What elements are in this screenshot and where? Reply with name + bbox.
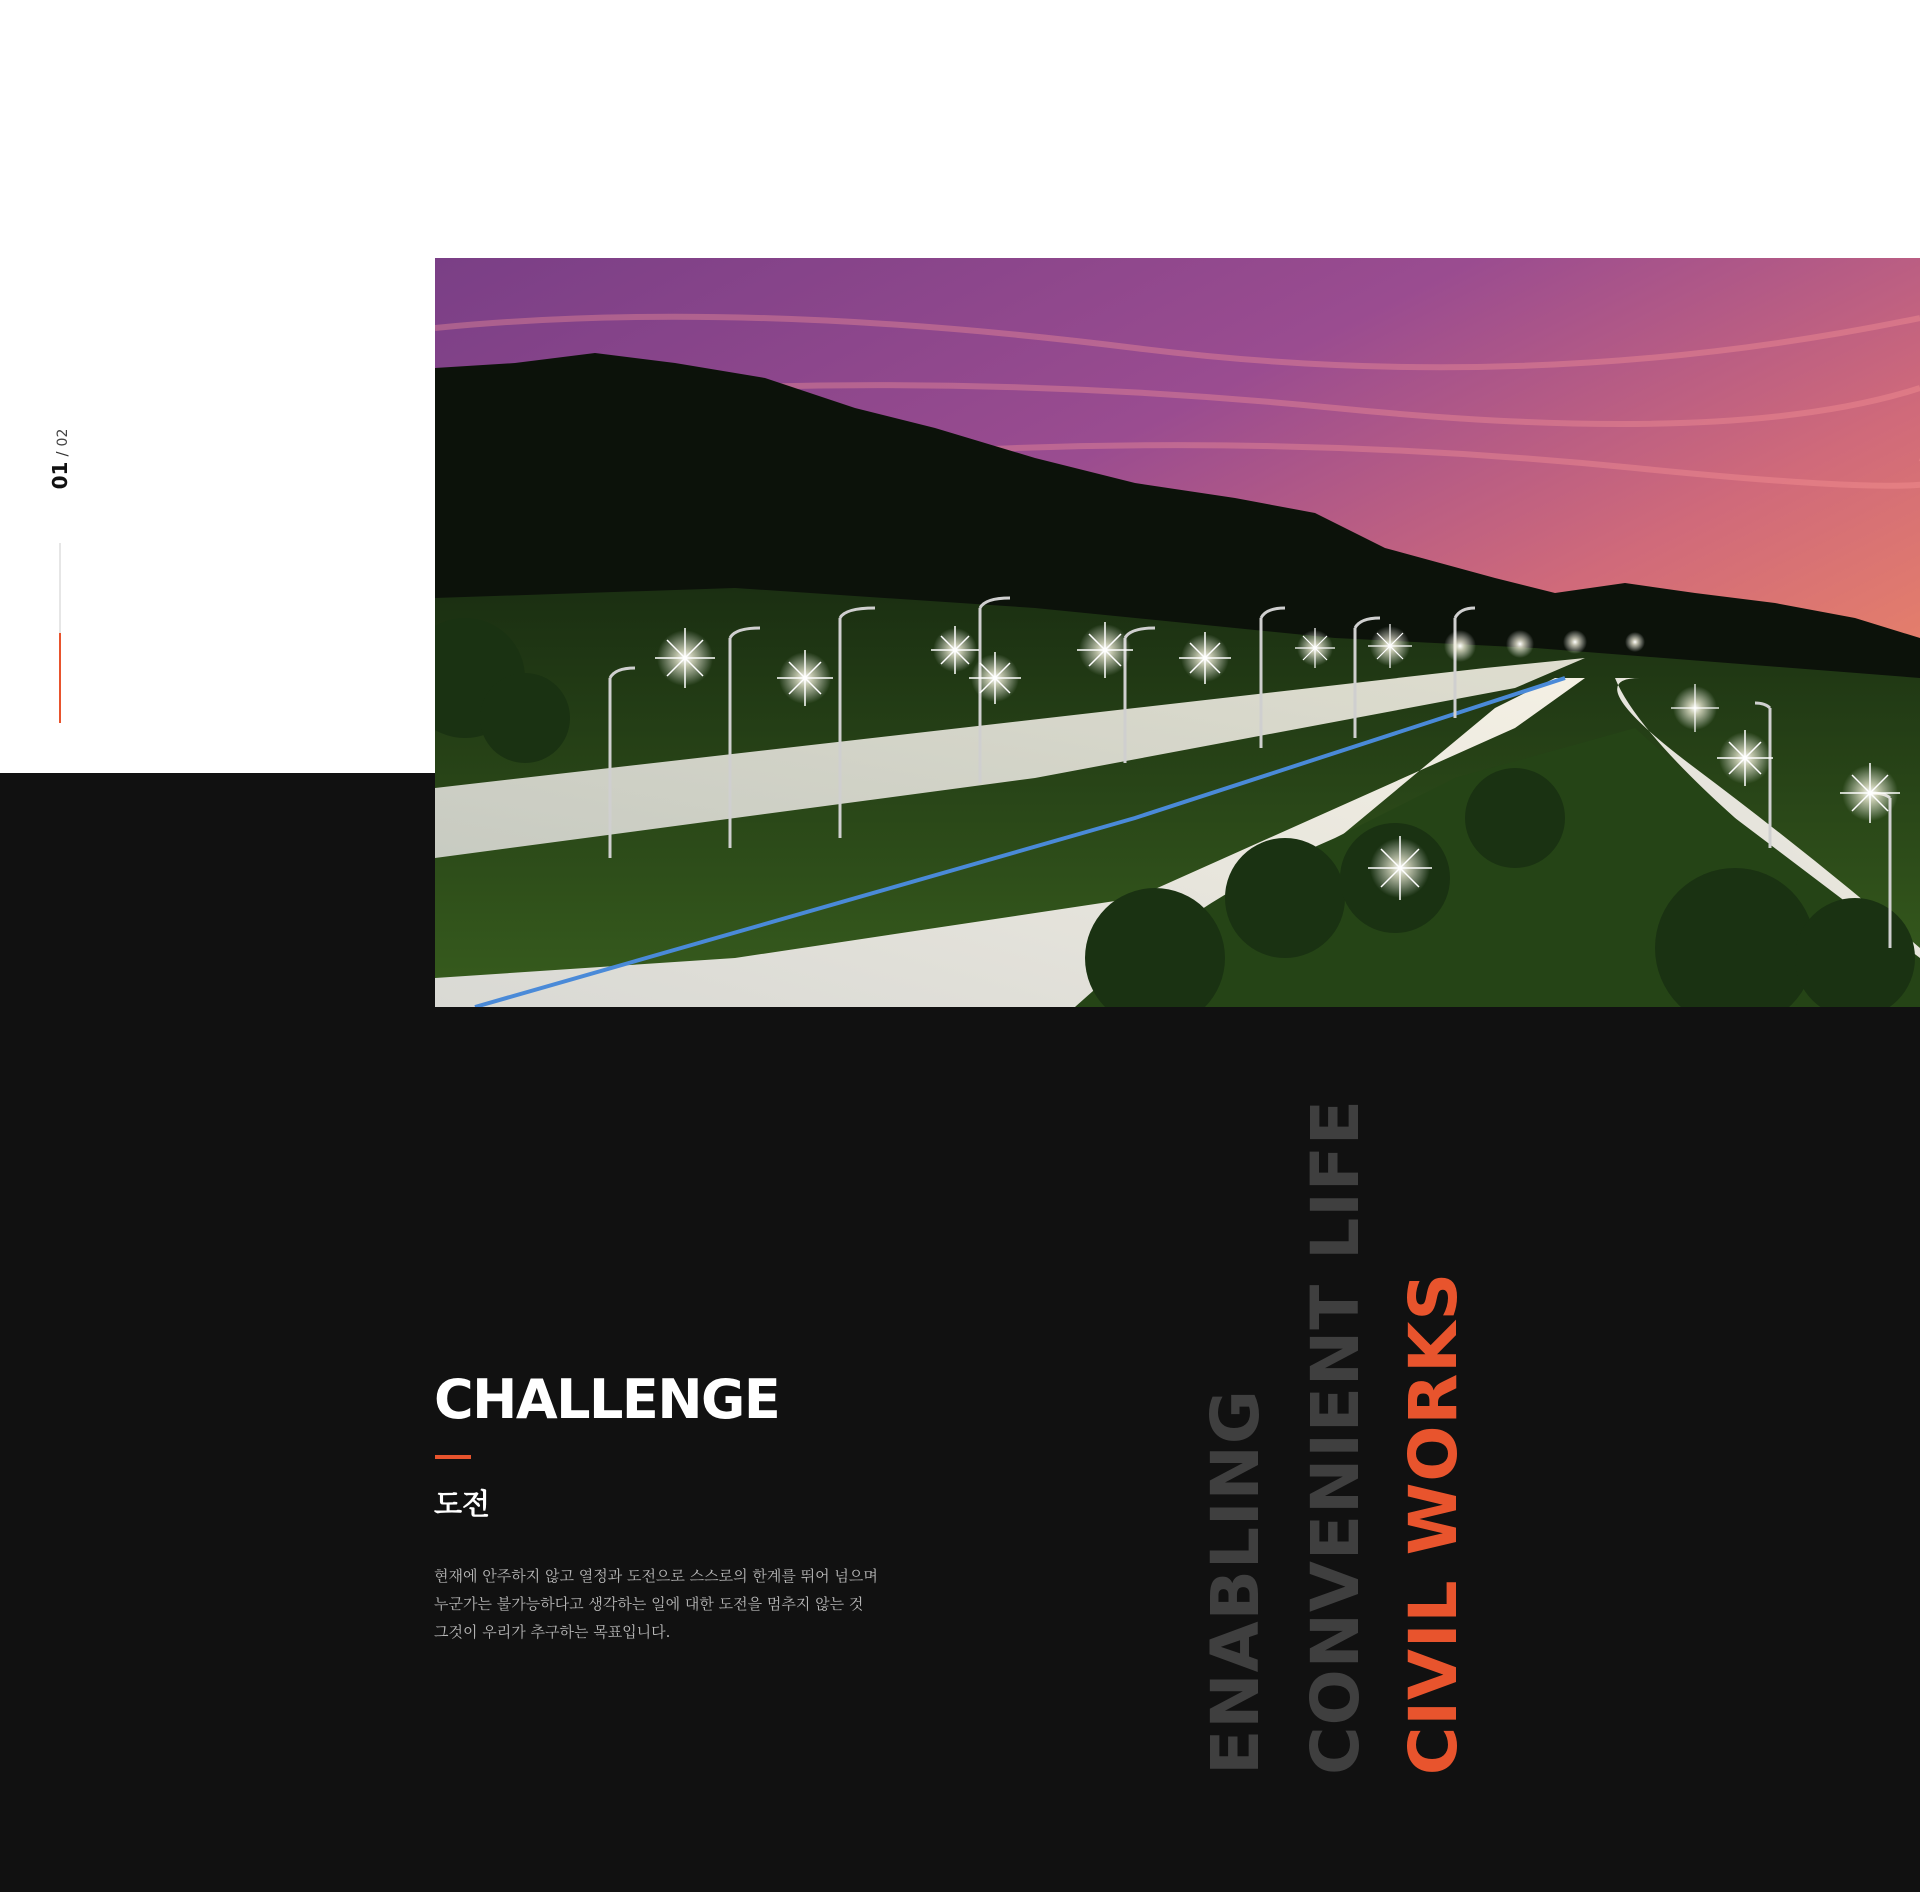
section-title: CHALLENGE (434, 1368, 780, 1431)
slide-progress-track (59, 543, 61, 723)
slogan-line-civil-works: CIVIL WORKS (1395, 1271, 1472, 1775)
slogan-line-convenient-life: CONVENIENT LIFE (1297, 1099, 1374, 1775)
title-accent-line (435, 1455, 471, 1459)
section-subtitle: 도전 (434, 1487, 491, 1521)
description-line: 그것이 우리가 추구하는 목표입니다. (434, 1623, 671, 1641)
slogan-line-enabling: ENABLING (1197, 1389, 1274, 1775)
pager-separator: / (53, 451, 71, 457)
section-description (434, 1562, 954, 1646)
description-line: 누군가는 불가능하다고 생각하는 일에 대한 도전을 멈추지 않는 것 (434, 1595, 864, 1613)
hero-image (435, 258, 1920, 1007)
pager-total: 02 (55, 428, 71, 447)
pager-current: 01 (48, 461, 72, 490)
description-line: 현재에 안주하지 않고 열정과 도전으로 스스로의 한계를 뛰어 넘으며 (434, 1567, 878, 1585)
slide-progress-fill (59, 633, 61, 723)
vertical-slogan (1195, 1099, 1485, 1775)
slide-pager (46, 424, 74, 494)
